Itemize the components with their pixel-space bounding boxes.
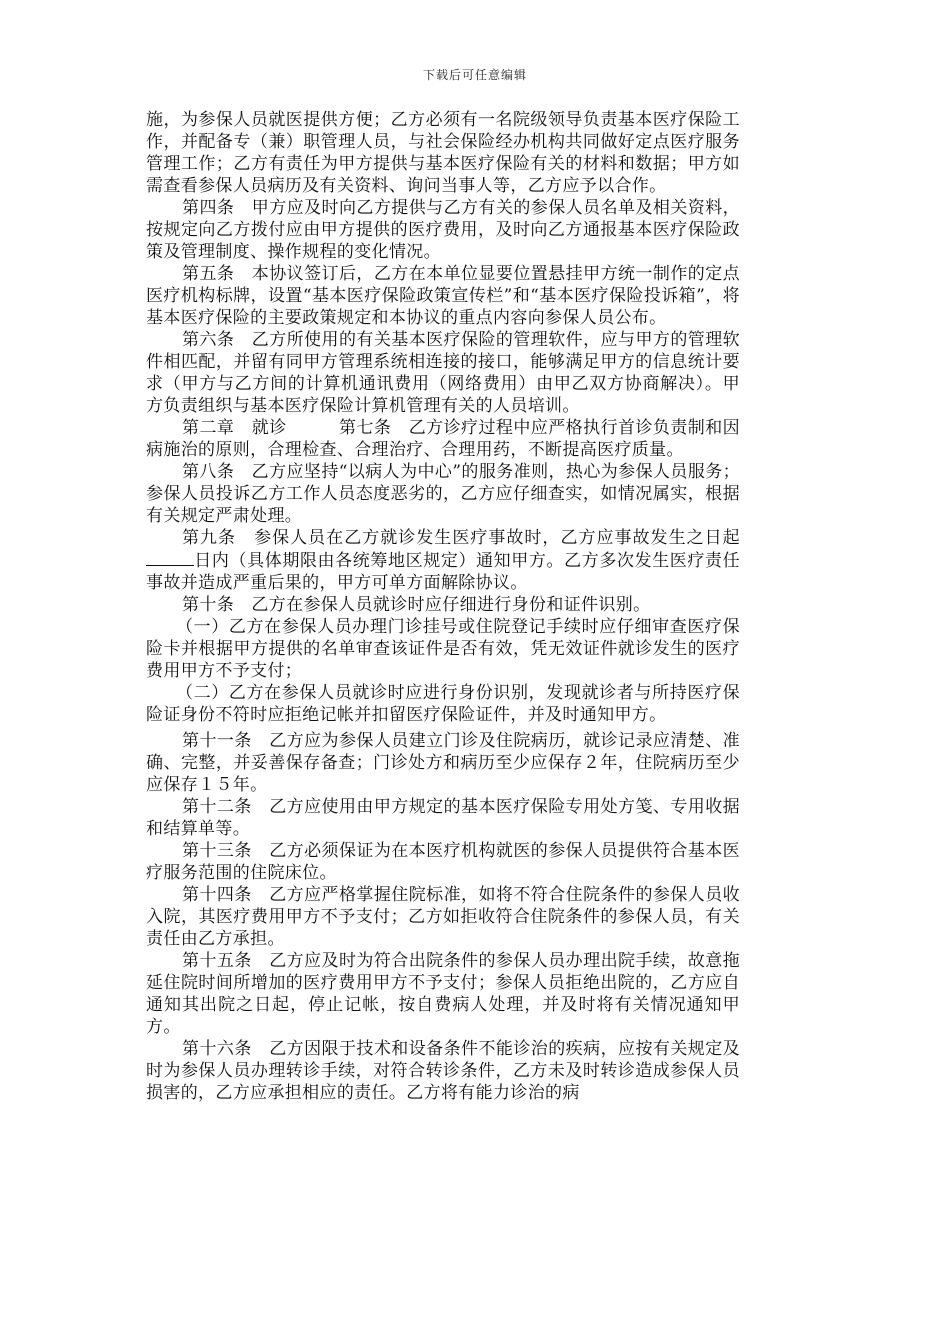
paragraph-article-8: 第八条 乙方应坚持“以病人为中心”的服务准则，热心为参保人员服务；参保人员投诉乙方工作人员态度恶劣的，乙方应仔细查实，如情况属实，根据有关规定严肃处理。 bbox=[146, 462, 740, 526]
paragraph-article-9 bbox=[146, 527, 740, 594]
paragraph-article-10-item-2: （二）乙方在参保人员就诊时应进行身份识别，发现就诊者与所持医疗保险证身份不符时应拒绝记帐并扣留医疗保险证件，并及时通知甲方。 bbox=[146, 683, 740, 725]
paragraph-article-10-item-1: （一）乙方在参保人员办理门诊挂号或住院登记手续时应仔细审查医疗保险卡并根据甲方提供的名单审查该证件是否有效，凭无效证件就诊发生的医疗费用甲方不予支付； bbox=[146, 617, 740, 681]
fill-in-blank bbox=[146, 549, 194, 566]
paragraph-article-6: 第六条 乙方所使用的有关基本医疗保险的管理软件，应与甲方的管理软件相匹配，并留有同甲方管理系统相连接的接口，能够满足甲方的信息统计要求（甲方与乙方间的计算机通讯费用（网络费用）由甲乙双方协商解决）。甲方负责组织与基本医疗保险计算机管理有关的人员培训。 bbox=[146, 330, 740, 416]
paragraph-chapter-2-article-7: 第二章 就诊 第七条 乙方诊疗过程中应严格执行首诊负责制和因病施治的原则，合理检查、合理治疗、合理用药，不断提高医疗质量。 bbox=[146, 418, 740, 460]
page-header: 下载后可任意编辑 bbox=[422, 68, 527, 82]
paragraph-continuation: 施，为参保人员就医提供方便；乙方必须有一名院级领导负责基本医疗保险工作，并配备专（兼）职管理人员，与社会保险经办机构共同做好定点医疗服务管理工作；乙方有责任为甲方提供与基本医疗保险有关的材料和数据；甲方如需查看参保人员病历及有关资料、询问当事人等，乙方应予以合作。 bbox=[146, 110, 740, 196]
paragraph-article-5: 第五条 本协议签订后，乙方在本单位显要位置悬挂甲方统一制作的定点医疗机构标牌，设置“基本医疗保险政策宣传栏”和“基本医疗保险投诉箱”，将基本医疗保险的主要政策规定和本协议的重点内容向参保人员公布。 bbox=[146, 264, 740, 328]
paragraph-article-15: 第十五条 乙方应及时为符合出院条件的参保人员办理出院手续，故意拖延住院时间所增加的医疗费用甲方不予支付；参保人员拒绝出院的，乙方应自通知其出院之日起，停止记帐，按自费病人处理，并及时将有关情况通知甲方。 bbox=[146, 951, 740, 1037]
paragraph-article-11: 第十一条 乙方应为参保人员建立门诊及住院病历，就诊记录应清楚、准确、完整，并妥善保存备查；门诊处方和病历至少应保存２年，住院病历至少应保存１５年。 bbox=[146, 731, 740, 795]
paragraph-article-16: 第十六条 乙方因限于技术和设备条件不能诊治的疾病，应按有关规定及时为参保人员办理转诊手续，对符合转诊条件，乙方未及时转诊造成参保人员损害的，乙方应承担相应的责任。乙方将有能力诊治的病 bbox=[146, 1039, 740, 1103]
paragraph-article-4: 第四条 甲方应及时向乙方提供与乙方有关的参保人员名单及相关资料，按规定向乙方拨付应由甲方提供的医疗费用，及时向乙方通报基本医疗保险政策及管理制度、操作规程的变化情况。 bbox=[146, 198, 740, 262]
document-body bbox=[146, 109, 740, 1104]
paragraph-article-13: 第十三条 乙方必须保证为在本医疗机构就医的参保人员提供符合基本医疗服务范围的住院床位。 bbox=[146, 841, 740, 883]
article-9-part-2: 日内（具体期限由各统筹地区规定）通知甲方。乙方多次发生医疗责任事故并造成严重后果的，甲方可单方面解除协议。 bbox=[146, 551, 740, 593]
paragraph-article-12: 第十二条 乙方应使用由甲方规定的基本医疗保险专用处方笺、专用收据和结算单等。 bbox=[146, 797, 740, 839]
paragraph-article-10: 第十条 乙方在参保人员就诊时应仔细进行身份和证件识别。 bbox=[182, 595, 651, 615]
article-9-part-1: 第九条 参保人员在乙方就诊发生医疗事故时，乙方应事故发生之日起 bbox=[182, 528, 740, 548]
paragraph-article-14: 第十四条 乙方应严格掌握住院标准，如将不符合住院条件的参保人员收入院，其医疗费用甲方不予支付；乙方如拒收符合住院条件的参保人员，有关责任由乙方承担。 bbox=[146, 885, 740, 949]
